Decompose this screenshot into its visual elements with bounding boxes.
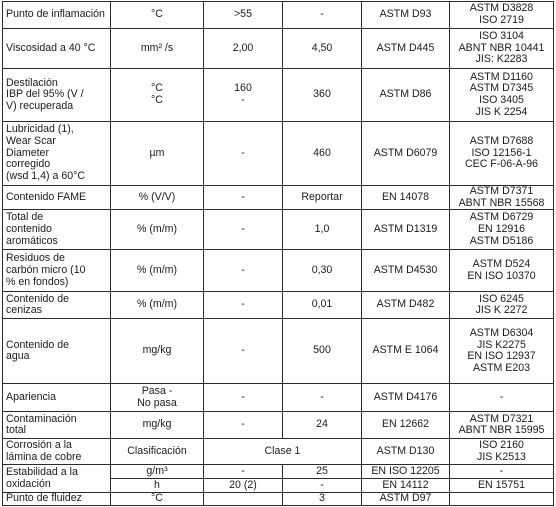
cell-line: % (m/m) [136,263,177,276]
cell-line: - [241,190,245,203]
max-cell [283,29,362,69]
property-cell [3,122,111,186]
method-cell [362,210,450,250]
max-cell [283,210,362,250]
cell-line: JIS K 2254 [475,105,528,118]
min-cell [204,412,283,439]
max-cell [283,69,362,122]
cell-line: 360 [313,88,331,101]
cell-line: Corrosión a la [6,439,72,452]
table-row-pour-point [3,493,554,506]
cell-line: Lubricidad (1), [6,123,74,136]
cell-line: ASTM D5186 [469,234,534,247]
cell-line: 0,30 [311,263,333,276]
property-cell [3,319,111,384]
standards-cell [450,465,554,479]
cell-line: ASTM D97 [379,492,432,505]
value-cell [204,439,362,465]
method-cell [362,69,450,122]
method-cell [362,29,450,69]
cell-line: 0,01 [311,298,333,311]
min-cell [204,250,283,292]
cell-line: oxidación [6,477,51,490]
method-cell [362,122,450,186]
unit-cell [111,186,204,210]
cell-line: 4,50 [311,41,333,54]
standards-cell [450,439,554,465]
table-row [3,186,554,210]
min-cell [204,479,283,493]
cell-line: ASTM D130 [376,444,435,457]
standards-cell [450,319,554,384]
cell-line: Contenido FAME [6,190,87,203]
cell-line: aromáticos [6,234,58,247]
cell-line: ASTM D3828 [469,2,534,15]
cell-line: No pasa [137,396,177,409]
cell-line: mg/kg [142,418,172,431]
cell-line: EN 14112 [382,478,429,491]
max-cell [283,186,362,210]
cell-line: ABNT NBR 15568 [458,196,545,209]
cell-line: Punto de fluidez [6,492,82,505]
table-row [3,29,554,69]
standards-cell [450,384,554,412]
method-cell [362,439,450,465]
max-cell [283,2,362,29]
cell-line: g/m³ [146,464,168,477]
cell-line: mm² /s [140,41,174,54]
cell-line: ASTM D86 [379,88,432,101]
cell-line: ASTM D93 [379,8,432,21]
min-cell [204,292,283,319]
cell-line: EN 14078 [381,190,430,203]
property-cell [3,186,111,210]
standards-cell [450,250,554,292]
cell-line: total [6,424,27,437]
cell-line: 500 [313,344,331,357]
cell-line: CEC F-06-A-96 [465,158,538,171]
cell-line: JIS K2275 [477,338,526,351]
cell-line: Destilación [6,76,58,89]
table-row [3,69,554,122]
cell-line: - [241,263,245,276]
max-cell [283,292,362,319]
cell-line: ASTM D4176 [373,390,438,403]
max-cell [283,479,362,493]
cell-line: ABNT NBR 15995 [458,424,545,437]
cell-line: ISO 12156-1 [471,146,532,159]
unit-cell [111,412,204,439]
cell-line: EN ISO 12937 [467,350,536,363]
cell-line: contenido [6,222,52,235]
cell-line: ASTM D7321 [469,412,534,425]
unit-cell [111,69,204,122]
method-cell [362,186,450,210]
property-cell [3,412,111,439]
property-cell [3,250,111,292]
unit-cell [111,439,204,465]
table-row [3,319,554,384]
table-row [3,292,554,319]
cell-line: % (m/m) [136,222,177,235]
cell-line: - [320,390,324,403]
cell-line: µm [149,146,165,159]
standards-cell [450,2,554,29]
cell-line: Contenido de [6,338,70,351]
cell-line: IBP del 95% (V / [6,88,84,101]
cell-line: 25 [316,464,328,477]
cell-line: ASTM E203 [472,361,531,374]
standards-cell [450,210,554,250]
cell-line: JIS: K2283 [475,53,528,66]
cell-line: Diameter [6,146,49,159]
cell-line: 20 (2) [229,478,257,491]
cell-line: ISO 6245 [479,292,524,305]
cell-line: - [241,146,245,159]
method-cell [362,250,450,292]
min-cell [204,493,283,506]
cell-line: ISO 2160 [479,439,524,452]
cell-line: - [241,94,245,106]
unit-cell [111,210,204,250]
unit-cell [111,319,204,384]
min-cell [204,186,283,210]
unit-cell [111,493,204,506]
cell-line: Contaminación [6,412,77,425]
cell-line: EN ISO 12205 [371,464,440,477]
cell-line: 460 [313,146,331,159]
cell-line: Residuos de [6,252,65,265]
method-cell [362,479,450,493]
min-cell [204,465,283,479]
max-cell [283,412,362,439]
table-row [3,122,554,186]
cell-line: mg/kg [142,344,172,357]
fuel-specification-table [2,1,554,506]
property-cell [3,29,111,69]
cell-line: JIS K2513 [477,450,526,463]
method-cell [362,465,450,479]
min-cell [204,69,283,122]
standards-cell [450,122,554,186]
cell-line: °C [151,8,163,21]
cell-line: 160 [234,82,252,95]
cell-line: °C [151,94,163,106]
min-cell [204,319,283,384]
cell-line: (wsd 1,4) a 60°C [6,169,86,182]
standards-cell [450,69,554,122]
cell-line: ASTM D7371 [469,185,534,197]
table-row-corrosion [3,439,554,465]
cell-line: 3 [319,492,325,505]
max-cell [283,122,362,186]
cell-line: ASTM D4530 [373,263,438,276]
cell-line: % (V/V) [138,190,176,203]
property-cell [3,2,111,29]
cell-line: corregido [6,158,51,171]
cell-line: ASTM E 1064 [372,344,439,357]
cell-line: lámina de cobre [6,450,82,463]
max-cell [283,250,362,292]
cell-line: - [499,390,504,403]
cell-line: cenizas [6,304,42,317]
cell-line: ASTM D482 [376,298,435,311]
cell-line: V) recuperada [6,99,74,112]
property-cell [3,439,111,465]
cell-line: ASTM D524 [472,258,531,271]
cell-line: - [241,390,245,403]
cell-line: - [320,8,324,21]
table-row-stability-1 [3,465,554,479]
cell-line: ASTM D6304 [469,327,534,339]
unit-cell [111,384,204,412]
property-cell [3,69,111,122]
cell-line: Wear Scar [6,135,56,148]
cell-line: Estabilidad a la [6,466,78,479]
cell-line: 24 [316,418,328,431]
cell-line: ASTM D7345 [469,82,534,95]
cell-line: - [241,344,245,357]
cell-line: Clase 1 [264,444,301,457]
cell-line: ASTM D6729 [469,211,534,224]
cell-line: EN 12662 [381,418,430,431]
unit-cell [111,250,204,292]
method-cell [362,319,450,384]
cell-line: Total de [6,211,44,224]
max-cell [283,465,362,479]
min-cell [204,210,283,250]
table-row [3,384,554,412]
method-cell [362,292,450,319]
cell-line: 1,0 [314,222,330,235]
max-cell [283,319,362,384]
cell-line: ISO 2719 [479,14,524,26]
unit-cell [111,29,204,69]
cell-line: JIS K 2272 [475,304,528,317]
cell-line: Viscosidad a 40 °C [6,41,96,54]
cell-line: Punto de inflamación [6,8,105,21]
cell-line: ISO 3104 [479,30,524,43]
property-cell [3,465,111,493]
cell-line: >55 [234,8,252,21]
cell-line: h [154,478,160,491]
method-cell [362,493,450,506]
standards-cell [450,412,554,439]
max-cell [283,384,362,412]
method-cell [362,384,450,412]
standards-cell [450,29,554,69]
min-cell [204,384,283,412]
cell-line: % (m/m) [136,298,177,311]
unit-cell [111,122,204,186]
standards-cell [450,493,554,506]
standards-cell [450,292,554,319]
standards-cell [450,186,554,210]
cell-line: - [320,478,324,491]
cell-line: - [241,464,245,477]
cell-line: - [499,464,504,477]
method-cell [362,2,450,29]
cell-line: Apariencia [6,390,57,403]
unit-cell [111,292,204,319]
cell-line: ASTM D1160 [470,70,533,83]
unit-cell [111,479,204,493]
cell-line: EN ISO 10370 [467,269,536,282]
property-cell [3,493,111,506]
standards-cell [450,479,554,493]
min-cell [204,2,283,29]
cell-line: EN 15751 [477,478,526,491]
property-cell [3,384,111,412]
cell-line: - [241,298,245,311]
cell-line: ASTM D6079 [373,146,438,159]
cell-line: ABNT NBR 10441 [458,41,545,54]
cell-line: ASTM D1319 [373,222,438,235]
cell-line: - [241,222,245,235]
property-cell [3,292,111,319]
min-cell [204,29,283,69]
cell-line: Pasa - [141,385,173,398]
cell-line: Contenido de [6,292,70,305]
table-row [3,250,554,292]
cell-line: 2,00 [232,41,254,54]
cell-line: ASTM D445 [376,41,435,54]
unit-cell [111,465,204,479]
cell-line: ISO 3405 [479,94,524,106]
table-row [3,2,554,29]
cell-line: % en fondos) [6,275,69,288]
cell-line: °C [151,82,163,95]
unit-cell [111,2,204,29]
cell-line: EN 12916 [477,222,526,235]
cell-line: - [241,418,245,431]
max-cell [283,493,362,506]
method-cell [362,412,450,439]
cell-line: Reportar [301,190,343,203]
table-row [3,210,554,250]
min-cell [204,122,283,186]
cell-line: agua [6,350,30,363]
cell-line: ASTM D7688 [469,135,534,148]
cell-line: Clasificación [127,444,187,457]
cell-line: carbón micro (10 [6,263,86,276]
property-cell [3,210,111,250]
cell-line: °C [151,492,163,505]
table-row [3,412,554,439]
